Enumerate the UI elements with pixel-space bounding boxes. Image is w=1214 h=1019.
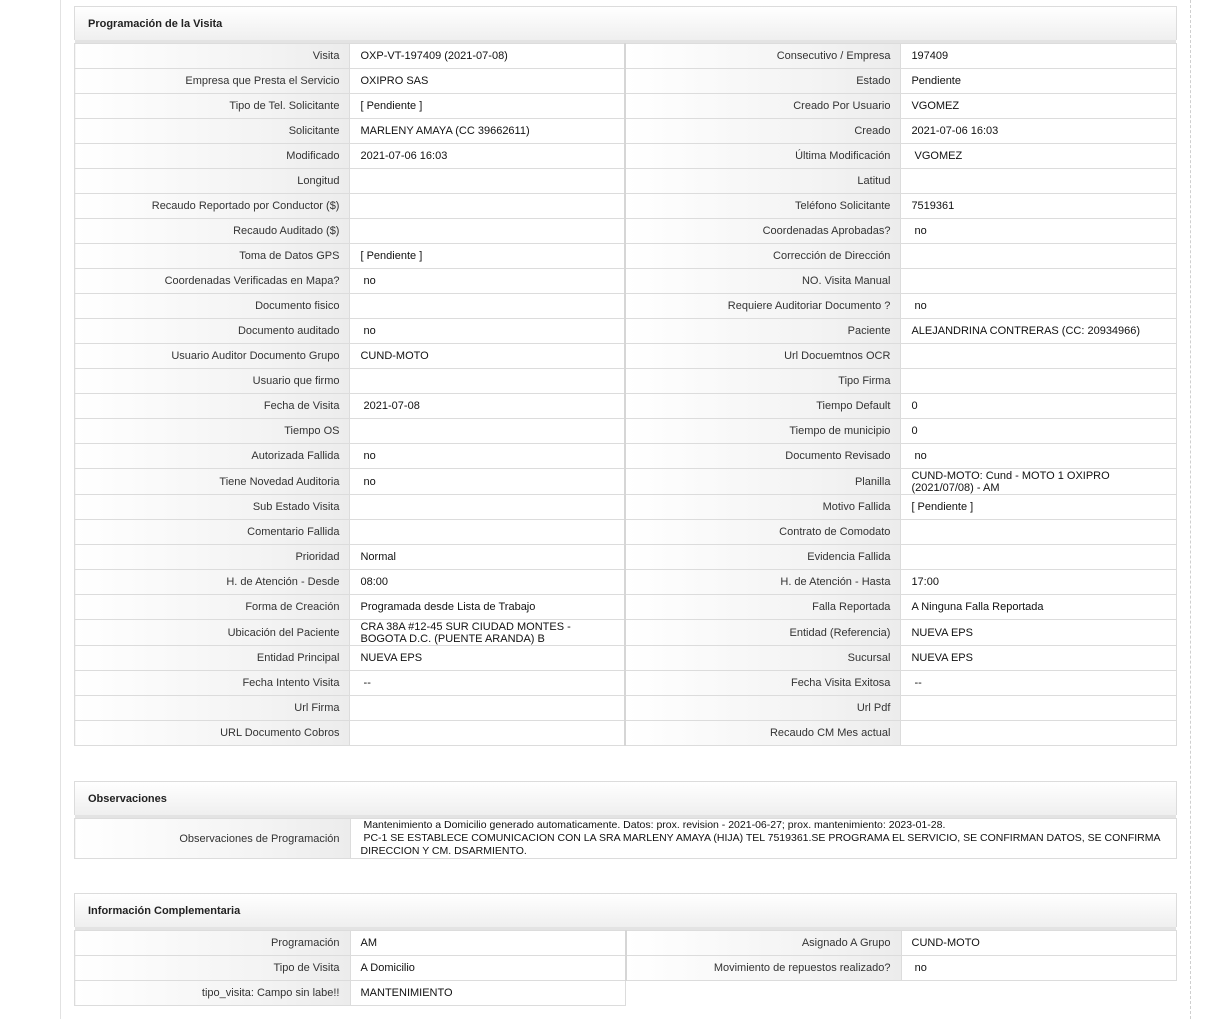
field-label: Prioridad (75, 545, 350, 570)
table-row (75, 721, 1177, 746)
field-value: 0 (901, 419, 1177, 444)
field-label: Última Modificación (625, 144, 900, 169)
field-value: no (901, 294, 1177, 319)
field-label: Comentario Fallida (75, 520, 350, 545)
table-row (75, 94, 1177, 119)
field-label: Url Firma (75, 696, 350, 721)
table-row (75, 294, 1177, 319)
section-complementaria (74, 893, 1177, 1006)
field-value (901, 244, 1177, 269)
field-label: Estado (625, 69, 900, 94)
table-row (75, 570, 1177, 595)
field-label: Creado (625, 119, 900, 144)
table-row (75, 671, 1177, 696)
complementaria-table (74, 930, 1177, 1006)
field-label: Usuario Auditor Documento Grupo (75, 344, 350, 369)
table-row (75, 819, 1177, 859)
field-value (901, 169, 1177, 194)
table-row (75, 696, 1177, 721)
observaciones-line: Mantenimiento a Domicilio generado automaticamente. Datos: prox. revision - 2021-06-27; prox. mantenimiento: 2023-01-28. (360, 819, 946, 831)
field-value: [ Pendiente ] (350, 244, 625, 269)
field-label: Tiempo OS (75, 419, 350, 444)
field-value (350, 294, 625, 319)
field-value: 0 (901, 394, 1177, 419)
field-value: A Ninguna Falla Reportada (901, 595, 1177, 620)
field-label: Falla Reportada (625, 595, 900, 620)
section-header (74, 6, 1177, 40)
table-row (75, 194, 1177, 219)
field-value: Pendiente (901, 69, 1177, 94)
table-row (75, 646, 1177, 671)
field-value: Programada desde Lista de Trabajo (350, 595, 625, 620)
field-value: CUND-MOTO (350, 344, 625, 369)
page-left-border (60, 0, 61, 1019)
field-value: no (350, 444, 625, 469)
field-label: Documento fisico (75, 294, 350, 319)
table-row (75, 595, 1177, 620)
programacion-table (74, 43, 1177, 746)
field-label: Tipo de Visita (75, 956, 351, 981)
field-label: Fecha Visita Exitosa (625, 671, 900, 696)
field-label: Observaciones de Programación (75, 819, 351, 859)
table-row (75, 44, 1177, 69)
field-value (901, 369, 1177, 394)
field-value: ALEJANDRINA CONTRERAS (CC: 20934966) (901, 319, 1177, 344)
field-value: -- (901, 671, 1177, 696)
field-value: CRA 38A #12-45 SUR CIUDAD MONTES - BOGOTA D.C. (PUENTE ARANDA) B (350, 620, 625, 646)
field-label: Asignado A Grupo (626, 931, 901, 956)
field-label: Empresa que Presta el Servicio (75, 69, 350, 94)
field-label: Movimiento de repuestos realizado? (626, 956, 901, 981)
table-row (75, 169, 1177, 194)
section-title: Información Complementaria (88, 905, 241, 917)
field-label: Entidad (Referencia) (625, 620, 900, 646)
field-value (901, 344, 1177, 369)
table-row (75, 219, 1177, 244)
table-row (75, 444, 1177, 469)
field-label: NO. Visita Manual (625, 269, 900, 294)
field-label: Planilla (625, 469, 900, 495)
empty-cell (901, 981, 1176, 1006)
table-row (75, 545, 1177, 570)
field-value (350, 419, 625, 444)
field-label: Tipo de Tel. Solicitante (75, 94, 350, 119)
field-value: VGOMEZ (901, 94, 1177, 119)
field-label: Toma de Datos GPS (75, 244, 350, 269)
table-row (75, 344, 1177, 369)
field-label: Solicitante (75, 119, 350, 144)
field-label: Creado Por Usuario (625, 94, 900, 119)
field-value: A Domicilio (350, 956, 626, 981)
field-value: no (350, 469, 625, 495)
field-label: Documento Revisado (625, 444, 900, 469)
field-value (901, 520, 1177, 545)
field-label: Recaudo Reportado por Conductor ($) (75, 194, 350, 219)
field-value: [ Pendiente ] (901, 495, 1177, 520)
field-label: tipo_visita: Campo sin labe!! (75, 981, 351, 1006)
table-row (75, 369, 1177, 394)
field-value: no (350, 319, 625, 344)
field-label: Motivo Fallida (625, 495, 900, 520)
field-value: no (901, 219, 1177, 244)
field-label: Forma de Creación (75, 595, 350, 620)
observaciones-table (74, 818, 1177, 859)
field-value: 08:00 (350, 570, 625, 595)
field-value: CUND-MOTO: Cund - MOTO 1 OXIPRO (2021/07/08) - AM (901, 469, 1177, 495)
field-label: Contrato de Comodato (625, 520, 900, 545)
field-value: NUEVA EPS (901, 620, 1177, 646)
field-label: Visita (75, 44, 350, 69)
table-row (75, 931, 1177, 956)
field-label: Recaudo CM Mes actual (625, 721, 900, 746)
field-label: Entidad Principal (75, 646, 350, 671)
field-value: 2021-07-08 (350, 394, 625, 419)
field-value: NUEVA EPS (901, 646, 1177, 671)
field-label: H. de Atención - Hasta (625, 570, 900, 595)
observaciones-text (350, 819, 1176, 859)
field-value (350, 219, 625, 244)
field-label: Sucursal (625, 646, 900, 671)
section-programacion (74, 6, 1177, 746)
field-label: Latitud (625, 169, 900, 194)
field-label: Requiere Auditoriar Documento ? (625, 294, 900, 319)
field-value: CUND-MOTO (901, 931, 1176, 956)
field-label: Programación (75, 931, 351, 956)
table-row (75, 981, 1177, 1006)
field-value: 2021-07-06 16:03 (901, 119, 1177, 144)
field-label: Corrección de Dirección (625, 244, 900, 269)
section-title: Observaciones (88, 793, 167, 805)
field-value (901, 721, 1177, 746)
field-value: Normal (350, 545, 625, 570)
field-label: Fecha Intento Visita (75, 671, 350, 696)
page-right-dashed-border (1190, 0, 1191, 1019)
field-label: Tiene Novedad Auditoria (75, 469, 350, 495)
field-value: OXIPRO SAS (350, 69, 625, 94)
field-value (350, 696, 625, 721)
field-label: Tipo Firma (625, 369, 900, 394)
field-label: H. de Atención - Desde (75, 570, 350, 595)
field-label: Coordenadas Aprobadas? (625, 219, 900, 244)
table-row (75, 620, 1177, 646)
section-header (74, 893, 1177, 927)
field-label: Recaudo Auditado ($) (75, 219, 350, 244)
field-label: Sub Estado Visita (75, 495, 350, 520)
field-label: Fecha de Visita (75, 394, 350, 419)
field-value: no (901, 956, 1176, 981)
field-label: URL Documento Cobros (75, 721, 350, 746)
table-row (75, 244, 1177, 269)
field-label: Url Pdf (625, 696, 900, 721)
section-title: Programación de la Visita (88, 18, 223, 30)
field-value: no (901, 444, 1177, 469)
field-value (350, 369, 625, 394)
field-label: Evidencia Fallida (625, 545, 900, 570)
table-row (75, 419, 1177, 444)
section-observaciones (74, 781, 1177, 859)
field-label: Tiempo Default (625, 394, 900, 419)
field-value: 197409 (901, 44, 1177, 69)
field-value: [ Pendiente ] (350, 94, 625, 119)
field-value: MARLENY AMAYA (CC 39662611) (350, 119, 625, 144)
field-value (901, 269, 1177, 294)
field-label: Ubicación del Paciente (75, 620, 350, 646)
field-label: Teléfono Solicitante (625, 194, 900, 219)
table-row (75, 956, 1177, 981)
table-row (75, 319, 1177, 344)
field-label: Autorizada Fallida (75, 444, 350, 469)
table-row (75, 394, 1177, 419)
field-label: Usuario que firmo (75, 369, 350, 394)
field-label: Consecutivo / Empresa (625, 44, 900, 69)
field-value (350, 495, 625, 520)
field-value (350, 721, 625, 746)
table-row (75, 69, 1177, 94)
field-label: Documento auditado (75, 319, 350, 344)
field-value: -- (350, 671, 625, 696)
field-value (901, 545, 1177, 570)
field-value (350, 169, 625, 194)
table-row (75, 119, 1177, 144)
field-value (901, 696, 1177, 721)
field-label: Longitud (75, 169, 350, 194)
table-row (75, 269, 1177, 294)
field-value (350, 520, 625, 545)
field-label: Url Docuemtnos OCR (625, 344, 900, 369)
field-value: MANTENIMIENTO (350, 981, 626, 1006)
observaciones-line: PC-1 SE ESTABLECE COMUNICACION CON LA SRA MARLENY AMAYA (HIJA) TEL 7519361.SE PROGRAMA EL SERVICIO, SE CONFIRMAN DATOS, SE CONFIRMA DIRECCION Y CM. DSARMIENTO. (360, 832, 1163, 857)
field-label: Coordenadas Verificadas en Mapa? (75, 269, 350, 294)
field-value: 17:00 (901, 570, 1177, 595)
table-row (75, 469, 1177, 495)
field-value: VGOMEZ (901, 144, 1177, 169)
field-value: NUEVA EPS (350, 646, 625, 671)
table-row (75, 520, 1177, 545)
field-value: 2021-07-06 16:03 (350, 144, 625, 169)
field-value (350, 194, 625, 219)
field-value: AM (350, 931, 626, 956)
field-value: no (350, 269, 625, 294)
empty-cell (626, 981, 901, 1006)
field-label: Modificado (75, 144, 350, 169)
section-header (74, 781, 1177, 815)
field-value: OXP-VT-197409 (2021-07-08) (350, 44, 625, 69)
table-row (75, 495, 1177, 520)
field-label: Tiempo de municipio (625, 419, 900, 444)
field-label: Paciente (625, 319, 900, 344)
field-value: 7519361 (901, 194, 1177, 219)
table-row (75, 144, 1177, 169)
